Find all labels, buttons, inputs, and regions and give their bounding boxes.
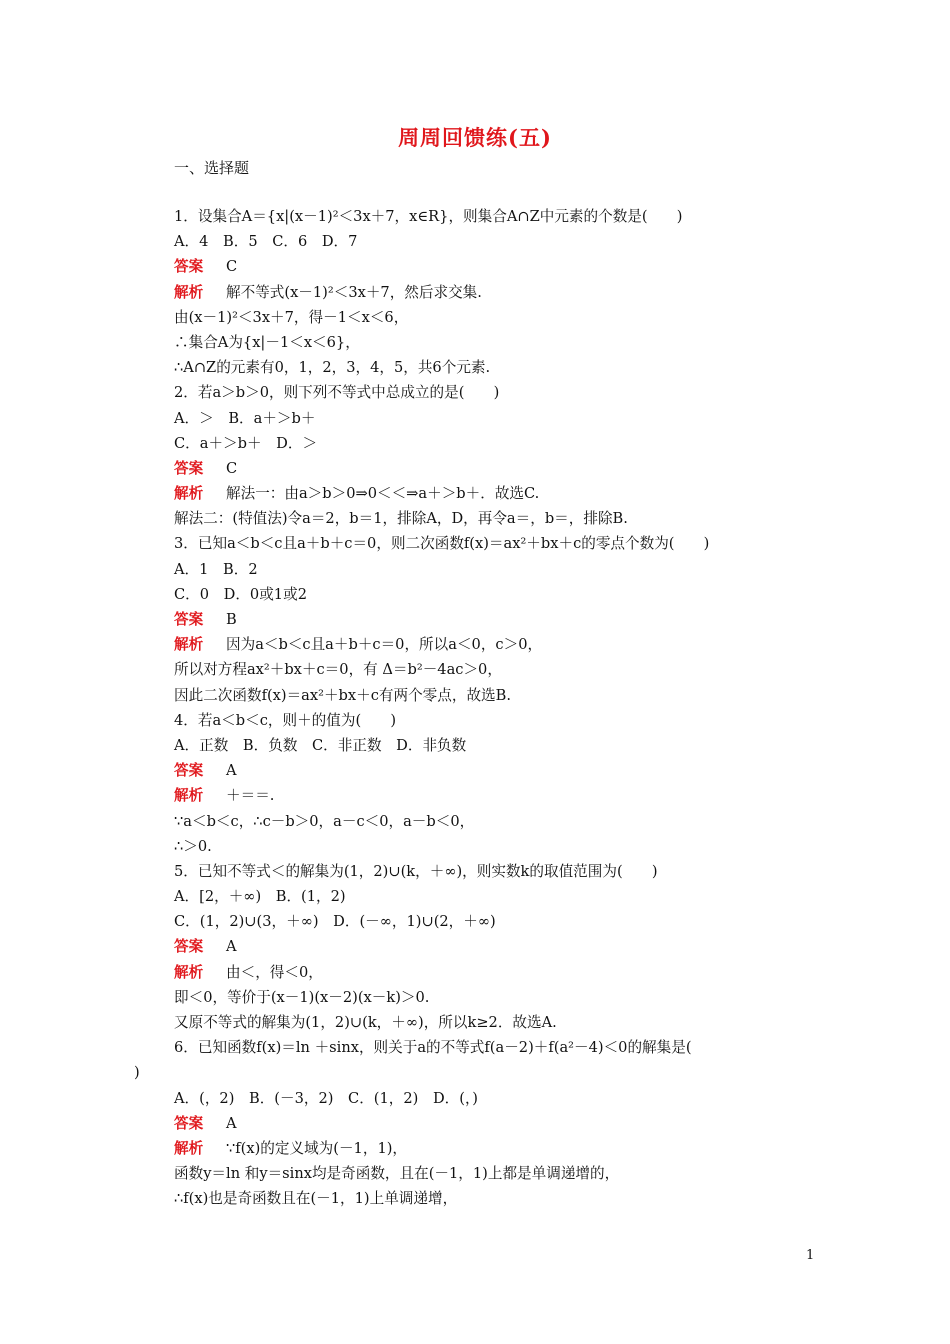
line-text: ∴集合A为{x|－1＜x＜6}， bbox=[174, 333, 360, 351]
line-text: ∵a＜b＜c，∴c－b＞0，a－c＜0，a－b＜0， bbox=[174, 812, 475, 830]
text-line bbox=[174, 809, 824, 834]
line-text: A bbox=[226, 1114, 237, 1132]
question-content bbox=[134, 204, 824, 1212]
analysis-label: 解析 bbox=[174, 485, 204, 503]
text-line bbox=[174, 834, 824, 859]
analysis-label: 解析 bbox=[174, 787, 204, 805]
analysis-line bbox=[174, 280, 824, 305]
answer-label: 答案 bbox=[174, 938, 204, 956]
line-text: 3．已知a＜b＜c且a＋b＋c＝0，则二次函数f(x)＝ax²＋bx＋c的零点个数为( ) bbox=[174, 535, 710, 553]
text-line bbox=[174, 204, 824, 229]
line-text: 解不等式(x－1)²＜3x＋7，然后求交集. bbox=[226, 283, 482, 301]
answer-line bbox=[174, 254, 824, 279]
line-text: 1．设集合A＝{x|(x－1)²＜3x＋7，x∈R}，则集合A∩Z中元素的个数是( ) bbox=[174, 208, 683, 225]
text-line bbox=[174, 985, 824, 1010]
line-text: ∴A∩Z的元素有0，1，2，3，4，5，共6个元素. bbox=[174, 359, 491, 377]
text-line bbox=[174, 380, 824, 405]
line-text: ∵f(x)的定义域为(－1，1)， bbox=[226, 1139, 408, 1157]
analysis-label: 解析 bbox=[174, 1139, 204, 1157]
text-line bbox=[174, 406, 824, 431]
text-line bbox=[174, 582, 824, 607]
line-text: A．(，2) B．(－3，2) C．(1，2) D．(，) bbox=[174, 1089, 478, 1107]
line-text: 6．已知函数f(x)＝ln ＋sinx，则关于a的不等式f(a－2)＋f(a²－4)＜0的解集是( bbox=[174, 1039, 692, 1057]
answer-line bbox=[174, 456, 824, 481]
page-number: 1 bbox=[806, 1248, 815, 1263]
text-line bbox=[134, 1060, 824, 1085]
answer-label: 答案 bbox=[174, 258, 204, 276]
line-text: 由＜，得＜0， bbox=[226, 963, 323, 981]
text-line bbox=[174, 1161, 824, 1186]
text-line bbox=[174, 683, 824, 708]
text-line bbox=[174, 330, 824, 355]
analysis-line bbox=[174, 1136, 824, 1161]
answer-label: 答案 bbox=[174, 611, 204, 628]
line-text: ∴f(x)也是奇函数且在(－1，1)上单调递增， bbox=[174, 1190, 458, 1208]
line-text: 因此二次函数f(x)＝ax²＋bx＋c有两个零点，故选B. bbox=[174, 686, 512, 704]
text-line bbox=[174, 884, 824, 909]
line-text: A．正数 B．负数 C．非正数 D．非负数 bbox=[174, 736, 467, 754]
answer-label: 答案 bbox=[174, 459, 204, 477]
analysis-label: 解析 bbox=[174, 963, 204, 981]
analysis-line bbox=[174, 632, 824, 657]
line-text: C．0 D．0或1或2 bbox=[174, 585, 307, 603]
line-text: ＋＝＝. bbox=[226, 787, 275, 805]
analysis-label: 解析 bbox=[174, 283, 204, 301]
text-line bbox=[174, 431, 824, 456]
text-line bbox=[174, 1086, 824, 1111]
text-line bbox=[174, 909, 824, 934]
line-text: B bbox=[226, 611, 237, 628]
line-text: 因为a＜b＜c且a＋b＋c＝0，所以a＜0，c＞0， bbox=[226, 636, 543, 654]
section-heading: 一、选择题 bbox=[174, 159, 250, 177]
answer-line bbox=[174, 1111, 824, 1136]
line-text: 2．若a＞b＞0，则下列不等式中总成立的是( ) bbox=[174, 384, 500, 402]
line-text: 5．已知不等式＜的解集为(1，2)∪(k，＋∞)，则实数k的取值范围为( ) bbox=[174, 862, 658, 880]
analysis-label: 解析 bbox=[174, 636, 204, 654]
line-text: 由(x－1)²＜3x＋7，得－1＜x＜6， bbox=[174, 308, 409, 326]
answer-line bbox=[174, 758, 824, 783]
line-text: 即＜0，等价于(x－1)(x－2)(x－k)＞0. bbox=[174, 988, 430, 1006]
line-text: A．1 B．2 bbox=[174, 560, 258, 578]
text-line bbox=[174, 506, 824, 531]
text-line bbox=[174, 229, 824, 254]
text-line bbox=[174, 1186, 824, 1211]
text-line bbox=[174, 557, 824, 582]
line-text: 4．若a＜b＜c，则＋的值为( ) bbox=[174, 711, 397, 729]
line-text: 又原不等式的解集为(1，2)∪(k，＋∞)，所以k≥2．故选A. bbox=[174, 1014, 557, 1031]
answer-line bbox=[174, 934, 824, 959]
text-line bbox=[174, 531, 824, 556]
line-text: ∴＞0. bbox=[174, 837, 212, 855]
answer-label: 答案 bbox=[174, 1114, 204, 1132]
answer-label: 答案 bbox=[174, 762, 204, 780]
line-text: 解法一：由a＞b＞0⇒0＜＜⇒a＋＞b＋．故选C. bbox=[226, 485, 540, 503]
text-line bbox=[174, 1010, 824, 1035]
line-text: 解法二：(特值法)令a＝2，b＝1，排除A，D，再令a＝，b＝，排除B. bbox=[174, 510, 628, 528]
line-text: C bbox=[226, 459, 238, 477]
line-text: A bbox=[226, 762, 237, 780]
line-text: A．[2，＋∞) B．(1，2) bbox=[174, 888, 346, 906]
text-line bbox=[174, 859, 824, 884]
text-line bbox=[174, 733, 824, 758]
text-line bbox=[174, 1035, 824, 1060]
text-line bbox=[174, 305, 824, 330]
text-line bbox=[174, 355, 824, 380]
line-text: 函数y＝ln 和y＝sinx均是奇函数，且在(－1，1)上都是单调递增的， bbox=[174, 1165, 620, 1183]
line-text: C bbox=[226, 258, 238, 276]
line-text: A．4 B．5 C．6 D．7 bbox=[174, 233, 358, 251]
line-text: A bbox=[226, 938, 237, 956]
analysis-line bbox=[174, 960, 824, 985]
line-text: A．＞ B．a＋＞b＋ bbox=[174, 409, 316, 427]
line-text: ) bbox=[134, 1064, 140, 1082]
page-title: 周周回馈练(五) bbox=[398, 125, 552, 150]
text-line bbox=[174, 657, 824, 682]
analysis-line bbox=[174, 481, 824, 506]
line-text: C．(1，2)∪(3，＋∞) D．(－∞，1)∪(2，＋∞) bbox=[174, 913, 496, 931]
answer-line bbox=[174, 607, 824, 632]
line-text: 所以对方程ax²＋bx＋c＝0，有 Δ＝b²－4ac＞0， bbox=[174, 661, 502, 679]
line-text: C．a＋＞b＋ D．＞ bbox=[174, 434, 318, 452]
text-line bbox=[174, 708, 824, 733]
analysis-line bbox=[174, 783, 824, 808]
